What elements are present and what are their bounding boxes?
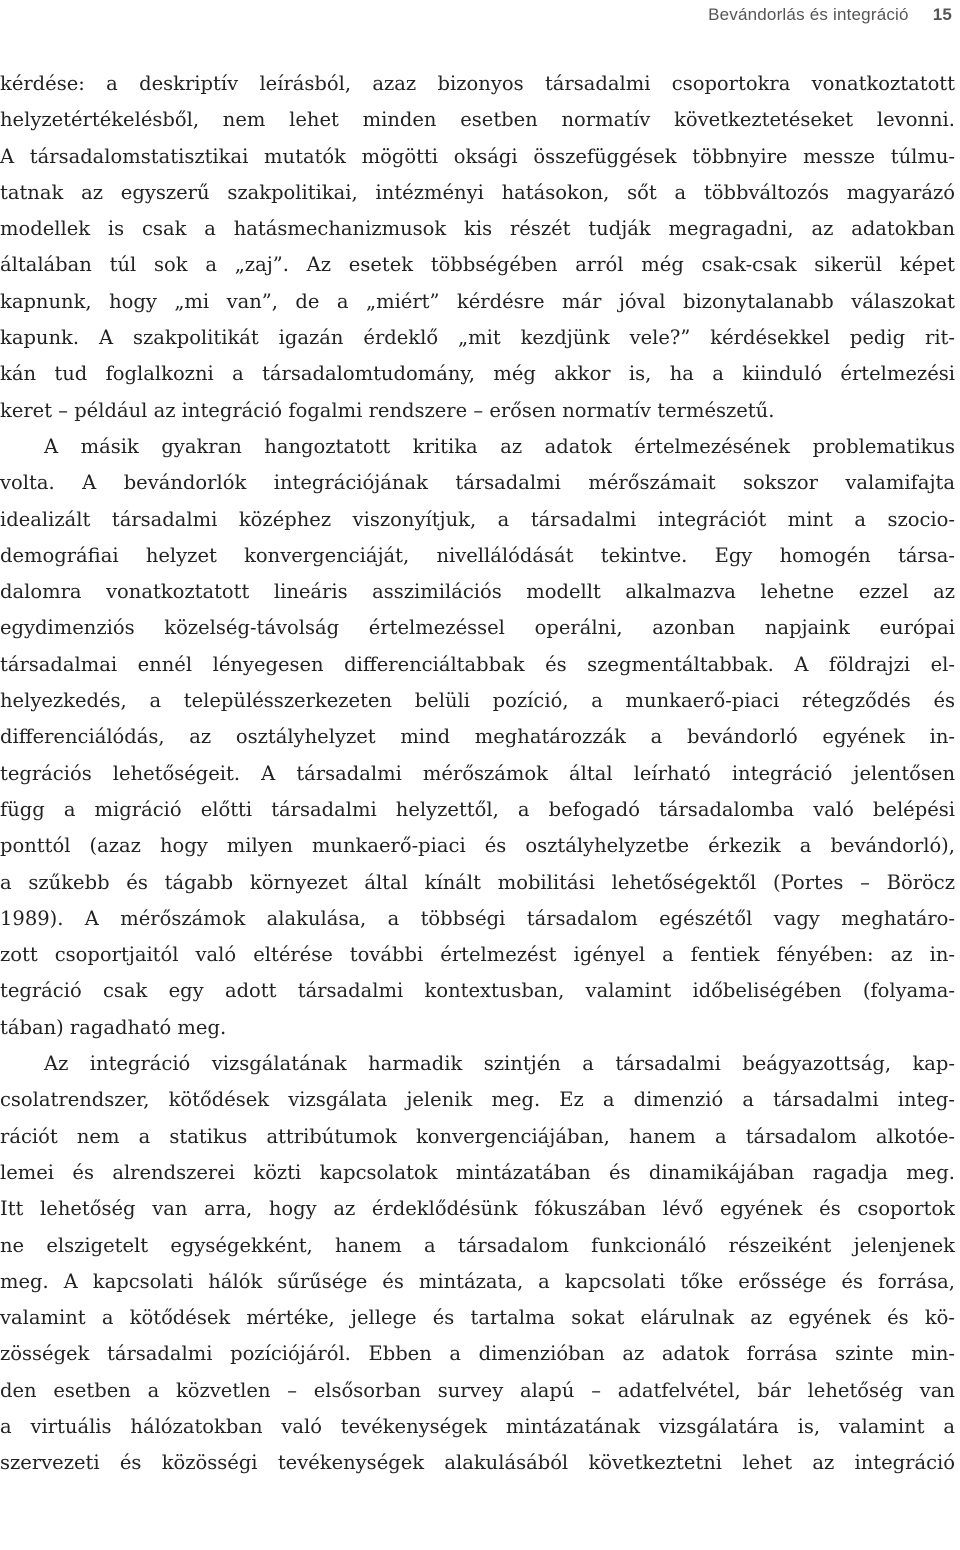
running-header-title: Bevándorlás és integráció [708,5,909,24]
text-line: valamint a kötődések mértéke, jellege és tartalma sokat elárulnak az egyének és kö- [0,1306,955,1330]
text-line: tatnak az egyszerű szakpolitikai, intézményi hatásokon, sőt a többváltozós magyarázó [0,180,955,204]
paragraph-3 [0,1046,955,1482]
text-line: ne elszigetelt egységekként, hanem a társadalom funkcionáló részeiként jelenjenek [0,1233,955,1257]
text-line: szervezeti és közösségi tevékenységek alakulásából következtetni lehet az integráció [0,1451,955,1475]
text-line: csolatrendszer, kötődések vizsgálata jelenik meg. Ez a dimenzió a társadalmi integ- [0,1088,955,1112]
paragraph-2 [0,429,955,1046]
text-line: 1989). A mérőszámok alakulása, a többségi társadalom egészétől vagy meghatáro- [0,906,955,930]
text-line: társadalmai ennél lényegesen differenciáltabbak és szegmentáltabbak. A földrajzi el- [0,652,955,676]
text-line: kérdése: a deskriptív leírásból, azaz bizonyos társadalmi csoportokra vonatkoztatott [0,72,955,95]
text-line: modellek is csak a hatásmechanizmusok kis részét tudják megragadni, az adatokban [0,217,955,241]
page-number: 15 [932,5,952,24]
text-line: a szűkebb és tágabb környezet által kínált mobilitási lehetőségektől (Portes – Böröcz [0,870,955,894]
text-line: rációt nem a statikus attribútumok konvergenciájában, hanem a társadalom alkotóe- [0,1124,955,1148]
text-line: Itt lehetőség van arra, hogy az érdeklődésünk fókuszában lévő egyének és csoportok [0,1197,955,1221]
text-line: keret – például az integráció fogalmi rendszere – erősen normatív természetű. [0,398,775,422]
text-line: A társadalomstatisztikai mutatók mögötti oksági összefüggések többnyire messze túlmu- [0,144,955,168]
text-line: a virtuális hálózatokban való tevékenységek mintázatának vizsgálatára is, valamint a [0,1414,955,1438]
text-line: tában) ragadható meg. [0,1015,227,1039]
text-line: dalomra vonatkoztatott lineáris asszimilációs modellt alkalmazva lehetne ezzel az [0,580,955,604]
text-line: lemei és alrendszerei közti kapcsolatok mintázatában és dinamikájában ragadja meg. [0,1160,955,1184]
text-line: meg. A kapcsolati hálók sűrűsége és mintázata, a kapcsolati tőke erőssége és forrása, [0,1269,955,1293]
text-line: általában túl sok a „zaj”. Az esetek többségében arról még csak-csak sikerül képet [0,253,955,277]
running-header [708,0,952,30]
body-text [0,66,955,1482]
text-line: függ a migráció előtti társadalmi helyzettől, a befogadó társadalomba való belépési [0,797,955,821]
text-line: helyezkedés, a településszerkezeten belüli pozíció, a munkaerő-piaci rétegződés és [0,689,955,713]
text-line: zott csoportjaitól való eltérése további értelmezést igényel a fentiek fényében: az in- [0,943,955,967]
text-line: Az integráció vizsgálatának harmadik szintjén a társadalmi beágyazottság, kap- [44,1052,955,1076]
text-line: tegrációs lehetőségeit. A társadalmi mérőszámok által leírható integráció jelentősen [0,761,955,785]
text-line: helyzetértékelésből, nem lehet minden esetben normatív következtetéseket levonni. [0,108,955,132]
text-line: kapnunk, hogy „mi van”, de a „miért” kérdésre már jóval bizonytalanabb válaszokat [0,289,955,313]
text-line: differenciálódás, az osztályhelyzet mind meghatározzák a bevándorló egyének in- [0,725,955,749]
text-line: ponttól (azaz hogy milyen munkaerő-piaci és osztályhelyzetbe érkezik a bevándorló), [0,834,955,858]
text-line: den esetben a közvetlen – elsősorban survey alapú – adatfelvétel, bár lehetőség van [0,1378,955,1402]
text-line: volta. A bevándorlók integrációjának társadalmi mérőszámait sokszor valamifajta [0,471,955,495]
text-line: idealizált társadalmi középhez viszonyítjuk, a társadalmi integrációt mint a szocio- [0,507,955,531]
text-line: tegráció csak egy adott társadalmi kontextusban, valamint időbeliségében (folyama- [0,979,955,1003]
text-line: A másik gyakran hangoztatott kritika az adatok értelmezésének problematikus [44,434,955,458]
text-line: kán tud foglalkozni a társadalomtudomány, még akkor is, ha a kiinduló értelmezési [0,362,955,386]
text-line: zösségek társadalmi pozíciójáról. Ebben a dimenzióban az adatok forrása szinte min- [0,1342,955,1366]
text-line: demográfiai helyzet konvergenciáját, nivellálódását tekintve. Egy homogén társa- [0,543,955,567]
text-line: kapunk. A szakpolitikát igazán érdeklő „mit kezdjünk vele?” kérdésekkel pedig rit- [0,326,955,350]
paragraph-1 [0,66,955,429]
text-line: egydimenziós közelség-távolság értelmezéssel operálni, azonban napjaink európai [0,616,955,640]
